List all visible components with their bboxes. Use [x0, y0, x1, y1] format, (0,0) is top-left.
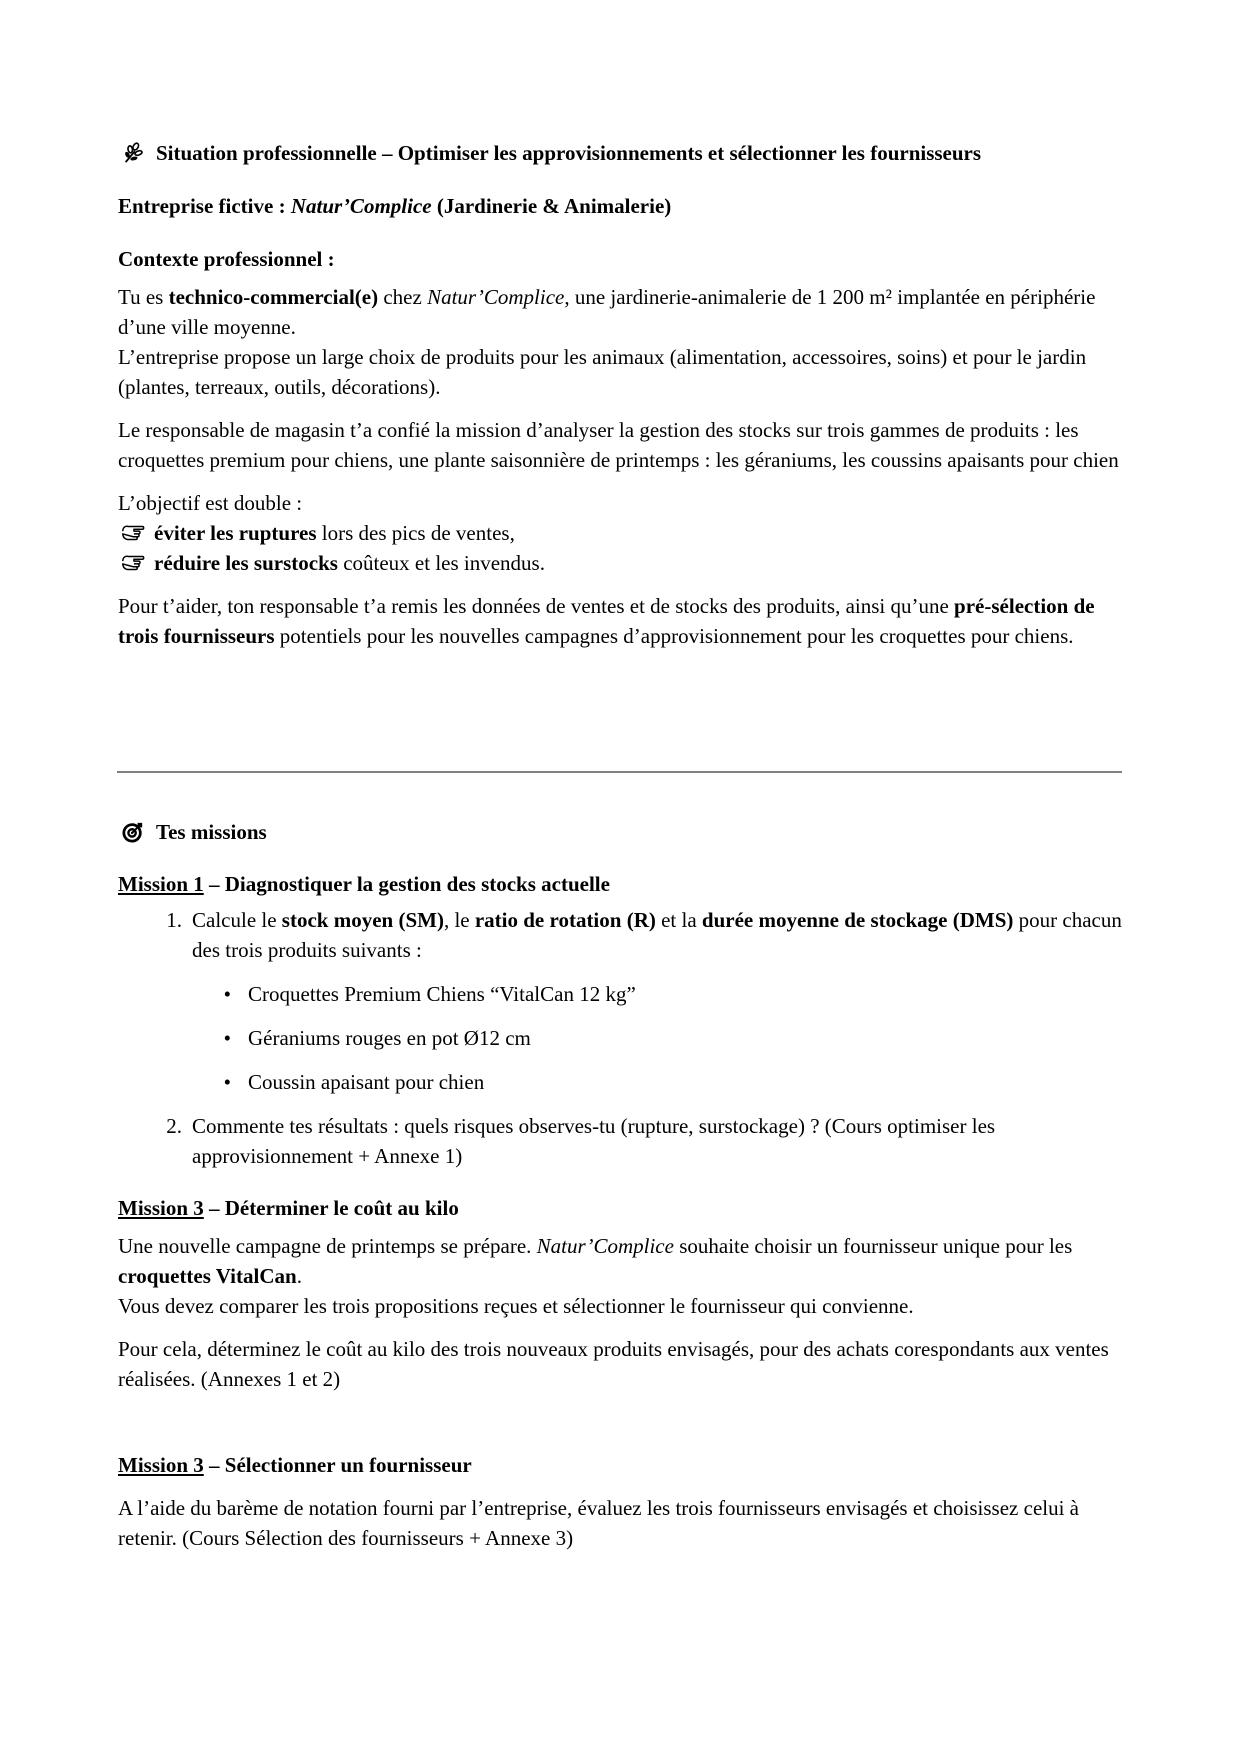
pointing-hand-icon: [120, 552, 146, 574]
bullet-icon: •: [223, 1070, 231, 1094]
term: ratio de rotation (R): [474, 908, 656, 932]
text: Vous devez comparer les trois propositions reçues et sélectionner le fournisseur qui convienne.: [118, 1294, 914, 1318]
product-item: [118, 1067, 1123, 1097]
text: potentiels pour les nouvelles campagnes d’approvisionnement pour les croquettes pour chiens.: [274, 624, 1074, 648]
product-item: [118, 979, 1123, 1009]
objective-bold: réduire les surstocks: [154, 551, 338, 575]
mission-1-list: [118, 905, 1123, 1171]
product-name: Croquettes Premium Chiens “VitalCan 12 kg”: [248, 982, 636, 1006]
context-paragraph-3: [118, 591, 1123, 651]
company-label: Entreprise fictive :: [118, 194, 291, 218]
objective-item: [118, 548, 1123, 578]
page-title: [118, 138, 1123, 168]
pointing-hand-icon: [120, 522, 146, 544]
product-name: Coussin apaisant pour chien: [248, 1070, 485, 1094]
bullet-icon: •: [223, 1026, 231, 1050]
mission-title: – Déterminer le coût au kilo: [203, 1196, 459, 1220]
text: L’entreprise propose un large choix de produits pour les animaux (alimentation, accessoires, soins) et pour le jardin (plantes, terreaux, outils, décorations).: [118, 345, 1087, 399]
mission-title: – Sélectionner un fournisseur: [203, 1453, 472, 1477]
list-item: [118, 1111, 1123, 1171]
text: Calcule le: [192, 908, 282, 932]
context-paragraph-2: Le responsable de magasin t’a confié la mission d’analyser la gestion des stocks sur trois gammes de produits : les croquettes premium pour chiens, une plante saisonnière de printemps : les géraniums, les coussins apaisants pour chien: [118, 418, 1119, 472]
product-list: [118, 979, 1123, 1097]
leaf-branch-icon: [122, 142, 144, 164]
mission-2-paragraph-2: Pour cela, déterminez le coût au kilo des trois nouveaux produits envisagés, pour des achats corespondants aux ventes réalisées. (Annexes 1 et 2): [118, 1337, 1109, 1391]
mission-label: Mission 3: [118, 1196, 204, 1220]
mission-label: Mission 3: [118, 1453, 204, 1477]
text: , le: [443, 908, 475, 932]
term: stock moyen (SM): [281, 908, 444, 932]
mission-2-heading: [118, 1193, 1123, 1223]
text: lors des pics de ventes,: [316, 521, 515, 545]
missions-section: [118, 817, 1123, 1553]
text: .: [296, 1264, 302, 1288]
list-number: 1.: [166, 908, 182, 932]
text: Tu es: [118, 285, 169, 309]
mission-2-paragraph-1: [118, 1231, 1123, 1321]
mission-label: Mission 1: [118, 872, 204, 896]
list-number: 2.: [166, 1114, 182, 1138]
product-name: Géraniums rouges en pot Ø12 cm: [248, 1026, 531, 1050]
product-bold: croquettes VitalCan: [118, 1264, 297, 1288]
text: Une nouvelle campagne de printemps se prépare.: [118, 1234, 537, 1258]
bullet-icon: •: [223, 982, 231, 1006]
objective-item: [118, 518, 1123, 548]
mission-1-heading: [118, 869, 1123, 899]
term: durée moyenne de stockage (DMS): [701, 908, 1014, 932]
situation-section: [118, 138, 1123, 651]
text: souhaite choisir un fournisseur unique pour les: [673, 1234, 1073, 1258]
mission-3-paragraph: A l’aide du barème de notation fourni par l’entreprise, évaluez les trois fournisseurs envisagés et choisissez celui à retenir. (Cours Sélection des fournisseurs + Annexe 3): [118, 1496, 1080, 1550]
text: chez: [378, 285, 428, 309]
context-paragraph-1: [118, 282, 1123, 402]
objective-bold: éviter les ruptures: [154, 521, 317, 545]
list-item-text: [192, 905, 1123, 965]
objective-intro: L’objectif est double :: [118, 491, 303, 515]
company-line: [118, 191, 1123, 221]
company-name: Natur’Complice: [427, 285, 565, 309]
missions-title-text: Tes missions: [156, 820, 267, 844]
role-text: technico-commercial(e): [168, 285, 379, 309]
objective-block: [118, 488, 1123, 578]
missions-title: [118, 817, 1123, 847]
text: , une jardinerie-animalerie de 1 200 m² implantée en périphérie d’une ville moyenne.: [118, 285, 1096, 339]
text: et la: [655, 908, 702, 932]
mission-title: – Diagnostiquer la gestion des stocks actuelle: [203, 872, 610, 896]
company-suffix: (Jardinerie & Animalerie): [431, 194, 672, 218]
text: Pour t’aider, ton responsable t’a remis les données de ventes et de stocks des produits, ainsi qu’une: [118, 594, 955, 618]
mission-3-heading: [118, 1450, 1123, 1480]
list-item: [118, 905, 1123, 965]
text: pour chacun des trois produits suivants :: [192, 908, 1122, 962]
list-item-text: Commente tes résultats : quels risques observes-tu (rupture, surstockage) ? (Cours optimiser les approvisionnement + Annexe 1): [192, 1114, 996, 1168]
target-dart-icon: [122, 821, 144, 843]
product-item: [118, 1023, 1123, 1053]
company-name: Natur’Complice: [536, 1234, 674, 1258]
text: coûteux et les invendus.: [337, 551, 545, 575]
preselection-text: pré-sélection de trois fournisseurs: [118, 594, 1095, 648]
company-name: Natur’Complice: [290, 194, 432, 218]
context-heading: Contexte professionnel :: [118, 247, 335, 271]
page-title-text: Situation professionnelle – Optimiser les approvisionnements et sélectionner les fournisseurs: [156, 141, 982, 165]
horizontal-divider: [117, 771, 1122, 773]
